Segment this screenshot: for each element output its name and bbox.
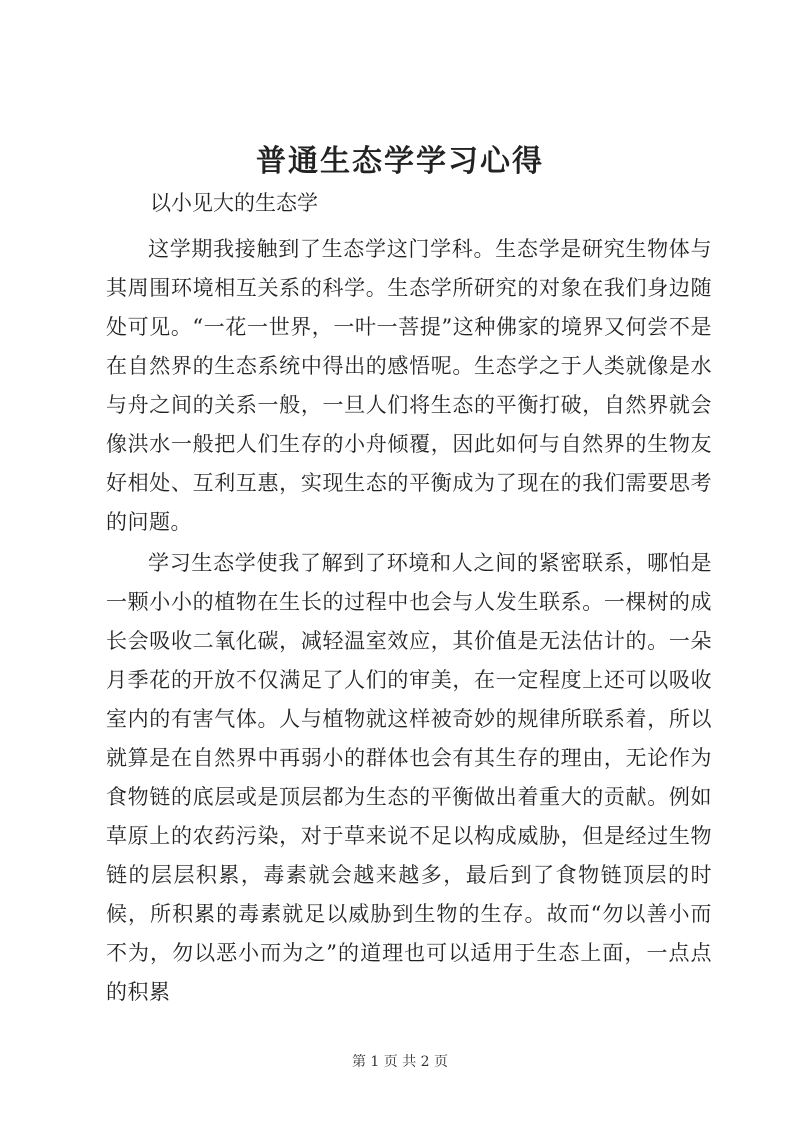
document-title: 普通生态学学习心得: [256, 144, 544, 179]
document-subtitle: 以小见大的生态学: [150, 191, 318, 215]
paragraph-1: 这学期我接触到了生态学这门学科。生态学是研究生物体与其周围环境相互关系的科学。生态学所研究的对象在我们身边随处可见。“一花一世界，一叶一菩提”这种佛家的境界又何尝不是在自然界的生态系统中得出的感悟呢。生态学之于人类就像是水与舟之间的关系一般，一旦人们将生态的平衡打破，自然界就会像洪水一般把人们生存的小舟倾覆，因此如何与自然界的生物友好相处、互利互惠，实现生态的平衡成为了现在的我们需要思考的问题。: [106, 237, 712, 534]
page-footer: 第 1 页 共 2 页: [351, 1054, 449, 1070]
document-body: [106, 230, 712, 1014]
paragraph-2: 学习生态学使我了解到了环境和人之间的紧密联系，哪怕是一颗小小的植物在生长的过程中也会与人发生联系。一棵树的成长会吸收二氧化碳，减轻温室效应，其价值是无法估计的。一朵月季花的开放不仅满足了人们的审美，在一定程度上还可以吸收室内的有害气体。人与植物就这样被奇妙的规律所联系着，所以就算是在自然界中再弱小的群体也会有其生存的理由，无论作为食物链的底层或是顶层都为生态的平衡做出着重大的贡献。例如草原上的农药污染，对于草来说不足以构成威胁，但是经过生物链的层层积累，毒素就会越来越多，最后到了食物链顶层的时候，所积累的毒素就足以威胁到生物的生存。故而“勿以善小而不为，勿以恶小而为之”的道理也可以适用于生态上面，一点点的积累: [106, 551, 712, 1004]
